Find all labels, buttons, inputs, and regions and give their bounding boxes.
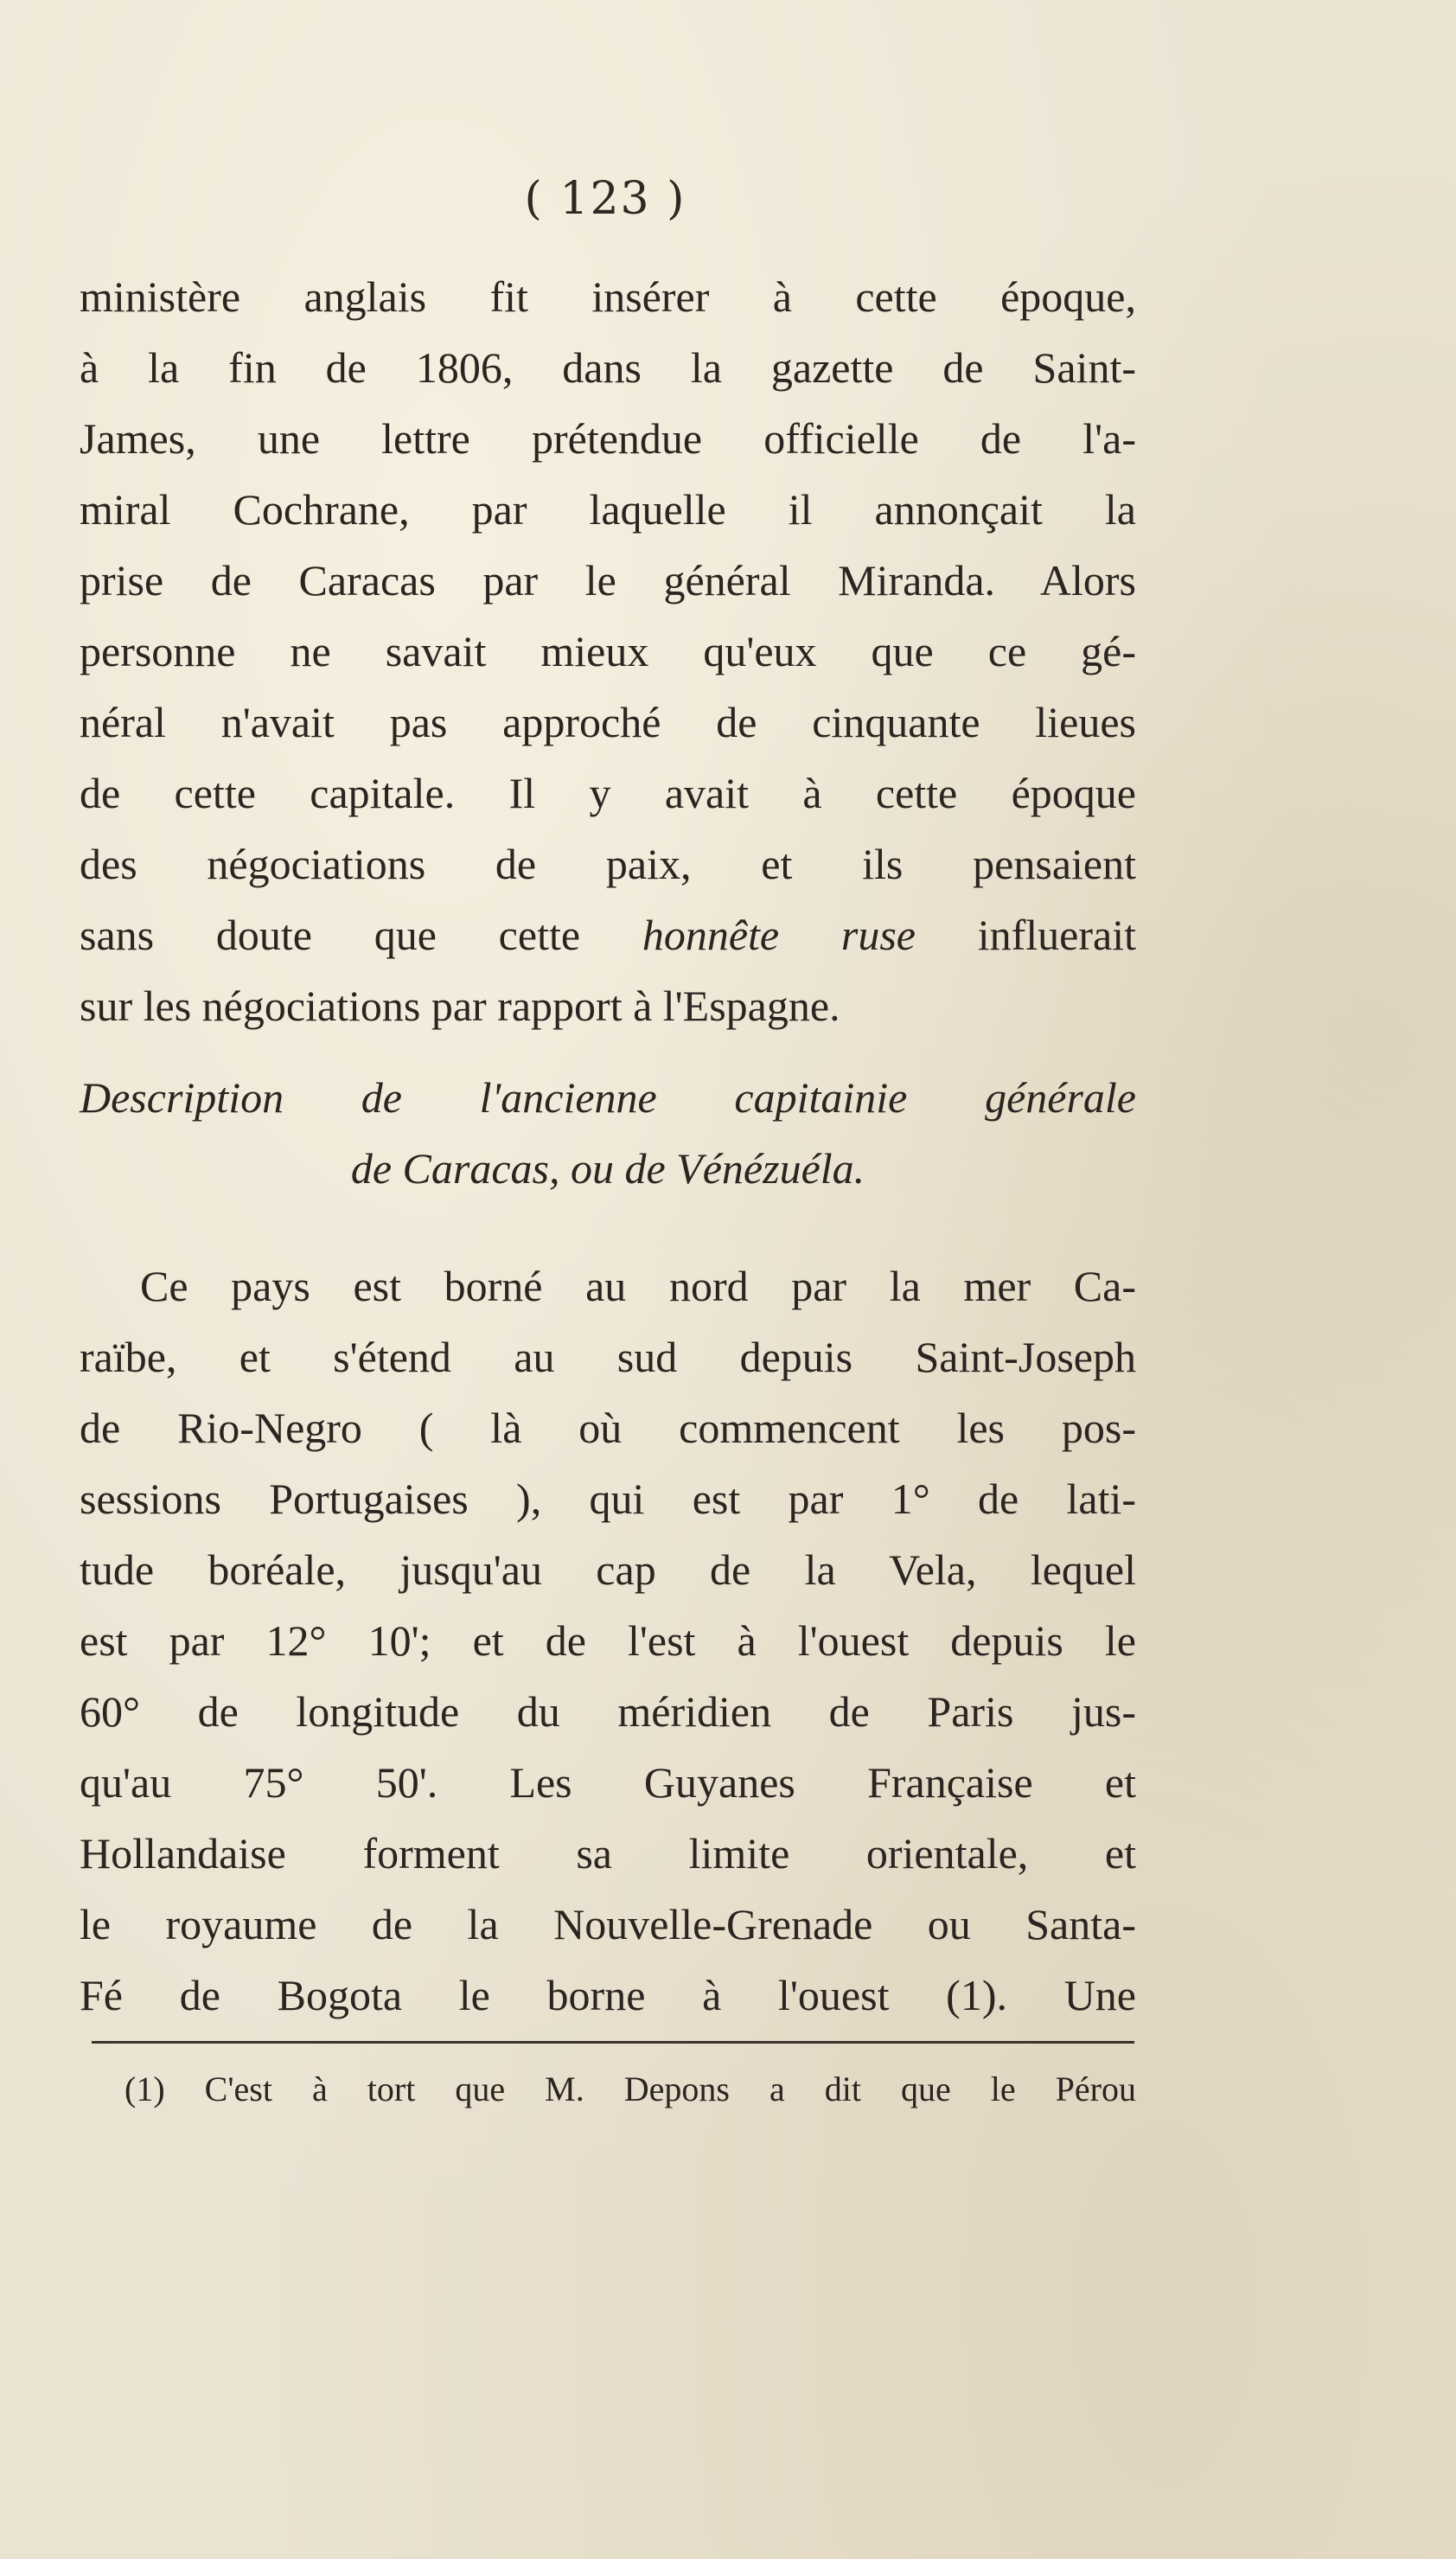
text-line: Fé de Bogota le borne à l'ouest (1). Une xyxy=(80,1971,1136,2019)
text-line: sessions Portugaises ), qui est par 1° de lati- xyxy=(80,1475,1136,1523)
text-line: miral Cochrane, par laquelle il annonçait la xyxy=(80,485,1136,534)
footnote: (1) C'est à tort que M. Depons a dit que le Pérou xyxy=(125,2070,1136,2108)
text-line: prise de Caracas par le général Miranda. Alors xyxy=(80,556,1136,605)
text-line: le royaume de la Nouvelle-Grenade ou Santa- xyxy=(80,1900,1136,1948)
paragraph-1 xyxy=(80,261,1136,1041)
heading-line-1: Description de l'ancienne capitainie générale xyxy=(80,1073,1136,1122)
text-line: Hollandaise forment sa limite orientale, et xyxy=(80,1829,1136,1878)
text-line: de Rio-Negro ( là où commencent les pos- xyxy=(80,1404,1136,1452)
text-line: des négociations de paix, et ils pensaient xyxy=(80,840,1136,888)
text-line-with-italic xyxy=(80,899,1136,970)
text-line: Ce pays est borné au nord par la mer Ca- xyxy=(140,1262,1136,1310)
section-heading xyxy=(80,1062,1136,1204)
text-line: 60° de longitude du méridien de Paris jus- xyxy=(80,1687,1136,1736)
text-fragment: influerait xyxy=(915,911,1136,959)
page-number: ( 123 ) xyxy=(524,173,686,225)
text-line: qu'au 75° 50'. Les Guyanes Française et xyxy=(80,1758,1136,1807)
text-fragment: sans doute que cette xyxy=(80,911,642,959)
text-line: est par 12° 10'; et de l'est à l'ouest depuis le xyxy=(80,1616,1136,1665)
text-line: à la fin de 1806, dans la gazette de Saint- xyxy=(80,343,1136,392)
text-line: James, une lettre prétendue officielle de l'a- xyxy=(80,414,1136,463)
heading-line-2: de Caracas, ou de Vénézuéla. xyxy=(350,1144,865,1193)
text-line: ministère anglais fit insérer à cette époque, xyxy=(80,272,1136,321)
paragraph-2 xyxy=(80,1251,1136,2031)
italic-phrase: honnête ruse xyxy=(642,911,916,959)
text-line: sur les négociations par rapport à l'Espagne. xyxy=(80,982,840,1030)
text-line: tude boréale, jusqu'au cap de la Vela, lequel xyxy=(80,1545,1136,1594)
text-line: néral n'avait pas approché de cinquante lieues xyxy=(80,698,1136,746)
footnote-divider xyxy=(92,2041,1134,2044)
text-line: de cette capitale. Il y avait à cette époque xyxy=(80,769,1136,817)
text-line: raïbe, et s'étend au sud depuis Saint-Joseph xyxy=(80,1333,1136,1381)
text-line: personne ne savait mieux qu'eux que ce gé- xyxy=(80,627,1136,675)
